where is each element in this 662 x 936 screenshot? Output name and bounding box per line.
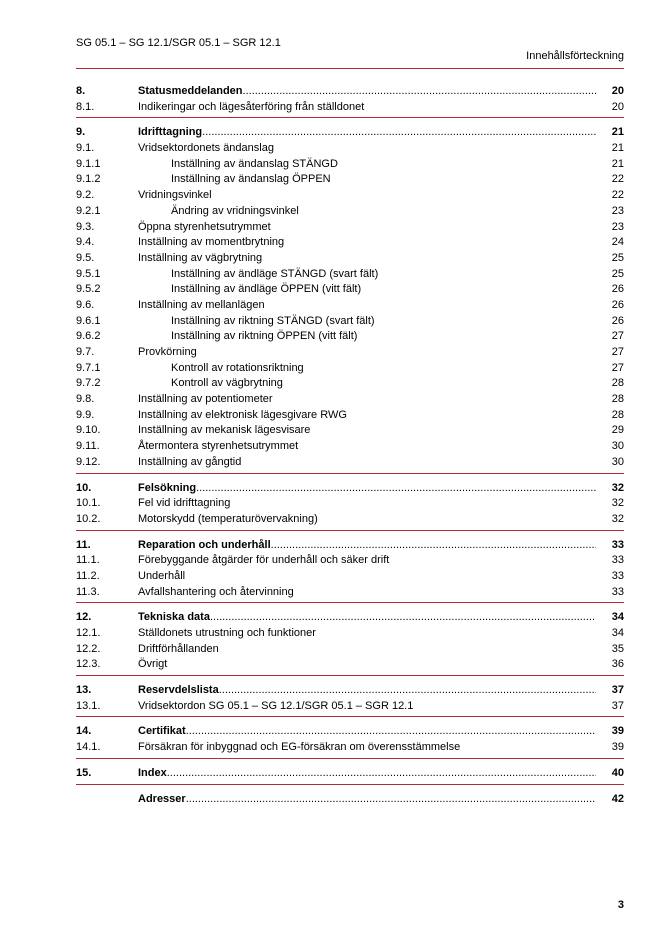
toc-entry-title-wrap [138, 512, 596, 528]
toc-entry[interactable] [76, 439, 624, 455]
toc-entry[interactable] [76, 423, 624, 439]
toc-entry-title-wrap [138, 455, 596, 471]
toc-entry-title: Idrifttagning [138, 126, 203, 139]
toc-entry-page: 33 [611, 554, 624, 567]
toc-entry-page: 28 [611, 408, 624, 421]
toc-entry-number: 9.2.1 [76, 204, 101, 217]
toc-entry-title-wrap [138, 298, 596, 314]
toc-entry-number: 9.9. [76, 408, 95, 421]
toc-chapter-entry[interactable] [76, 792, 624, 808]
document-header-title: SG 05.1 – SG 12.1/SGR 05.1 – SGR 12.1 [76, 37, 281, 49]
toc-entry-number: 9.6. [76, 298, 95, 311]
toc-entry-page: 20 [611, 100, 624, 113]
toc-entry-title: Driftförhållanden [138, 642, 219, 655]
toc-entry-title: Inställning av ändanslag STÄNGD [171, 157, 338, 170]
toc-chapter-entry[interactable] [76, 125, 624, 141]
toc-entry-title: Adresser [138, 792, 186, 805]
toc-entry-page: 25 [611, 251, 624, 264]
toc-entry[interactable] [76, 204, 624, 220]
toc-entry-page: 33 [611, 585, 624, 598]
toc-entry-title-wrap [138, 100, 596, 116]
toc-entry[interactable] [76, 740, 624, 756]
toc-entry-title-wrap [138, 699, 596, 715]
toc-dot-leader [219, 683, 596, 699]
toc-entry-page: 22 [611, 173, 624, 186]
toc-entry-number: 15. [76, 766, 92, 779]
toc-entry-page: 23 [611, 204, 624, 217]
toc-entry[interactable] [76, 235, 624, 251]
toc-entry-page: 32 [611, 512, 624, 525]
page-number: 3 [617, 899, 624, 911]
toc-entry-title-wrap [138, 408, 596, 424]
toc-entry-title: Inställning av riktning ÖPPEN (vitt fält) [171, 330, 358, 343]
toc-entry-page: 21 [611, 142, 624, 155]
toc-entry[interactable] [76, 188, 624, 204]
toc-entry-number: 8.1. [76, 100, 95, 113]
toc-entry-page: 27 [611, 346, 624, 358]
toc-entry-title-wrap [138, 496, 596, 512]
toc-entry-title: Öppna styrenhetsutrymmet [138, 220, 271, 233]
toc-entry[interactable] [76, 585, 624, 601]
toc-entry-title: Inställning av vägbrytning [138, 251, 263, 264]
toc-entry-number: 13.1. [76, 699, 101, 712]
toc-entry-page: 33 [611, 569, 624, 582]
toc-section [76, 481, 624, 531]
toc-dot-leader [210, 610, 596, 626]
toc-dot-leader [271, 538, 596, 554]
toc-entry-number: 9.10. [76, 424, 101, 437]
section-header-label: Innehållsförteckning [526, 50, 624, 62]
toc-entry-title-wrap [138, 553, 596, 569]
toc-entry-page: 27 [611, 361, 624, 374]
toc-entry-title: Certifikat [138, 725, 186, 738]
toc-entry-page: 42 [611, 792, 624, 805]
toc-entry-page: 26 [611, 298, 624, 311]
toc-dot-leader [202, 125, 596, 141]
toc-entry-number: 12.3. [76, 658, 101, 671]
toc-entry-title: Underhåll [138, 569, 186, 582]
toc-entry-title: Ändring av vridningsvinkel [171, 204, 299, 217]
toc-entry-number: 9.7.2 [76, 377, 101, 390]
toc-entry[interactable] [76, 642, 624, 658]
toc-entry-page: 40 [611, 766, 624, 779]
toc-entry-number: 14.1. [76, 741, 101, 754]
toc-entry-number: 11. [76, 538, 91, 551]
toc-dot-leader [186, 724, 596, 740]
toc-entry-title-wrap [138, 585, 596, 601]
toc-entry-title-wrap [138, 538, 596, 554]
toc-entry[interactable] [76, 512, 624, 528]
toc-entry-number: 9.12. [76, 455, 101, 468]
toc-entry-title-wrap [171, 282, 596, 298]
toc-section [76, 84, 624, 118]
toc-entry-number: 11.3. [76, 585, 100, 598]
toc-entry-number: 12.1. [76, 627, 101, 639]
toc-entry-title-wrap [138, 569, 596, 585]
toc-entry-title-wrap [171, 157, 596, 173]
toc-entry-number: 9.5.1 [76, 267, 101, 280]
toc-entry-number: 9.7. [76, 346, 95, 358]
toc-entry[interactable] [76, 392, 624, 408]
toc-entry-title: Inställning av ändanslag ÖPPEN [171, 173, 331, 186]
toc-entry[interactable] [76, 345, 624, 361]
toc-entry-title-wrap [138, 423, 596, 439]
toc-chapter-entry[interactable] [76, 724, 624, 740]
toc-entry-number: 9.1.1 [76, 157, 101, 170]
toc-entry-number: 9.11. [76, 440, 100, 453]
header-divider [76, 68, 624, 69]
toc-entry-title: Reparation och underhåll [138, 538, 271, 551]
toc-entry-page: 26 [611, 283, 624, 296]
toc-entry-page: 25 [611, 267, 624, 280]
toc-entry-title-wrap [138, 626, 596, 642]
toc-chapter-entry[interactable] [76, 683, 624, 699]
toc-chapter-entry[interactable] [76, 84, 624, 100]
toc-entry[interactable] [76, 657, 624, 673]
toc-entry-title-wrap [138, 251, 596, 267]
toc-entry[interactable] [76, 569, 624, 585]
toc-entry-page: 23 [611, 220, 624, 233]
toc-entry-title-wrap [138, 235, 596, 251]
toc-entry-number: 12. [76, 611, 92, 624]
toc-entry[interactable] [76, 496, 624, 512]
toc-entry-page: 21 [611, 157, 624, 170]
toc-chapter-entry[interactable] [76, 481, 624, 497]
toc-entry[interactable] [76, 100, 624, 116]
toc-entry-title: Reservdelslista [138, 684, 219, 697]
toc-entry-title: Ställdonets utrustning och funktioner [138, 627, 316, 639]
toc-entry[interactable] [76, 298, 624, 314]
toc-entry-title: Förebyggande åtgärder för underhåll och säker drift [138, 554, 390, 567]
toc-entry-page: 28 [611, 377, 624, 390]
toc-section [76, 610, 624, 676]
toc-entry-title-wrap [138, 481, 596, 497]
toc-entry-title: Index [138, 766, 167, 779]
toc-section [76, 125, 624, 473]
toc-entry-title-wrap [171, 172, 596, 188]
toc-entry-number: 9.8. [76, 393, 95, 406]
toc-entry[interactable] [76, 626, 624, 642]
toc-entry-title: Inställning av ändläge ÖPPEN (vitt fält) [171, 283, 362, 296]
toc-entry[interactable] [76, 314, 624, 330]
toc-entry-page: 21 [611, 126, 624, 139]
toc-entry-title: Felsökning [138, 481, 197, 494]
toc-entry-number: 10.2. [76, 512, 101, 525]
table-of-contents [76, 84, 624, 816]
toc-entry-title-wrap [171, 204, 596, 220]
toc-entry-page: 27 [611, 330, 624, 343]
toc-entry-title: Avfallshantering och återvinning [138, 585, 294, 598]
toc-chapter-entry[interactable] [76, 538, 624, 554]
toc-entry[interactable] [76, 329, 624, 345]
toc-entry-title: Försäkran för inbyggnad och EG-försäkran om överensstämmelse [138, 741, 461, 754]
toc-entry-title: Tekniska data [138, 611, 210, 624]
toc-entry-title-wrap [138, 220, 596, 236]
toc-entry-page: 32 [611, 481, 624, 494]
toc-entry-title: Vridningsvinkel [138, 189, 212, 202]
toc-entry-page: 30 [611, 455, 624, 468]
toc-entry-number: 14. [76, 725, 92, 738]
toc-entry-page: 39 [611, 725, 624, 738]
toc-entry-title-wrap [171, 361, 596, 377]
toc-entry-page: 26 [611, 314, 624, 327]
toc-entry-title: Återmontera styrenhetsutrymmet [138, 440, 299, 453]
toc-entry-title-wrap [138, 766, 596, 782]
toc-entry-title: Inställning av gångtid [138, 455, 242, 468]
toc-section [76, 724, 624, 758]
toc-dot-leader [167, 766, 596, 782]
toc-entry-page: 34 [611, 611, 624, 624]
toc-dot-leader [243, 84, 596, 100]
toc-entry-title-wrap [138, 188, 596, 204]
toc-entry-number: 9.6.1 [76, 314, 101, 327]
toc-chapter-entry[interactable] [76, 766, 624, 782]
toc-entry-title: Provkörning [138, 346, 197, 358]
toc-entry-title: Indikeringar och lägesåterföring från ställdonet [138, 100, 365, 113]
toc-entry-number: 11.2. [76, 569, 100, 582]
toc-entry-title: Kontroll av rotationsriktning [171, 361, 304, 374]
toc-entry-number: 10.1. [76, 497, 101, 510]
toc-entry-page: 29 [611, 424, 624, 437]
toc-entry-number: 13. [76, 684, 92, 697]
toc-entry-title: Övrigt [138, 658, 168, 671]
toc-entry-page: 34 [611, 627, 624, 639]
toc-entry-title-wrap [138, 345, 596, 361]
toc-entry-title-wrap [171, 376, 596, 392]
toc-entry-title-wrap [138, 642, 596, 658]
toc-entry-title: Vridsektordonets ändanslag [138, 142, 274, 155]
toc-entry-title-wrap [138, 610, 596, 626]
toc-entry-title-wrap [138, 740, 596, 756]
toc-entry-number: 9.2. [76, 189, 95, 202]
toc-dot-leader [186, 792, 596, 808]
toc-entry-page: 24 [611, 236, 624, 249]
toc-entry-title: Inställning av mekanisk lägesvisare [138, 424, 311, 437]
toc-entry[interactable] [76, 553, 624, 569]
toc-chapter-entry[interactable] [76, 610, 624, 626]
toc-entry-page: 20 [611, 85, 624, 97]
toc-entry-page: 35 [611, 642, 624, 655]
toc-entry[interactable] [76, 267, 624, 283]
toc-entry-title: Inställning av riktning STÄNGD (svart fält) [171, 314, 375, 327]
toc-entry-title: Inställning av ändläge STÄNGD (svart fält) [171, 267, 379, 280]
toc-entry-title-wrap [138, 392, 596, 408]
toc-entry-number: 9. [76, 126, 86, 139]
toc-entry[interactable] [76, 157, 624, 173]
toc-section [76, 792, 624, 810]
toc-entry-number: 9.1. [76, 142, 95, 155]
toc-entry-number: 9.1.2 [76, 173, 101, 186]
toc-entry[interactable] [76, 361, 624, 377]
toc-entry-page: 39 [611, 741, 624, 754]
toc-entry-title-wrap [138, 724, 596, 740]
toc-entry-title-wrap [171, 267, 596, 283]
toc-entry-title: Motorskydd (temperaturövervakning) [138, 512, 318, 525]
toc-entry-title-wrap [171, 314, 596, 330]
toc-entry-title: Inställning av momentbrytning [138, 236, 285, 249]
toc-entry-title-wrap [138, 439, 596, 455]
toc-entry[interactable] [76, 282, 624, 298]
toc-entry-title: Inställning av elektronisk lägesgivare RWG [138, 408, 347, 421]
toc-dot-leader [196, 481, 596, 497]
toc-entry-number: 12.2. [76, 642, 101, 655]
toc-entry-number: 9.5.2 [76, 283, 101, 296]
toc-entry[interactable] [76, 172, 624, 188]
toc-entry-title: Kontroll av vägbrytning [171, 377, 283, 390]
toc-entry-page: 33 [611, 538, 624, 551]
toc-section [76, 766, 624, 785]
toc-entry[interactable] [76, 699, 624, 715]
toc-entry-title-wrap [138, 84, 596, 100]
toc-entry-title-wrap [138, 141, 596, 157]
toc-entry-title: Fel vid idrifttagning [138, 497, 231, 510]
toc-entry-number: 9.3. [76, 220, 95, 233]
toc-entry-title-wrap [171, 329, 596, 345]
toc-entry-number: 9.4. [76, 236, 95, 249]
toc-entry[interactable] [76, 408, 624, 424]
toc-entry-title-wrap [138, 125, 596, 141]
toc-entry-page: 32 [611, 497, 624, 510]
toc-entry-number: 9.5. [76, 251, 95, 264]
toc-entry[interactable] [76, 455, 624, 471]
toc-entry[interactable] [76, 220, 624, 236]
toc-entry[interactable] [76, 376, 624, 392]
toc-entry-number: 11.1. [76, 554, 100, 567]
toc-entry[interactable] [76, 141, 624, 157]
toc-entry[interactable] [76, 251, 624, 267]
toc-entry-title: Inställning av potentiometer [138, 393, 273, 406]
toc-entry-number: 9.6.2 [76, 330, 101, 343]
toc-entry-page: 28 [611, 393, 624, 406]
toc-entry-title-wrap [138, 657, 596, 673]
toc-entry-page: 30 [611, 440, 624, 453]
toc-entry-title-wrap [138, 792, 596, 808]
toc-entry-page: 22 [611, 189, 624, 202]
toc-entry-number: 10. [76, 481, 92, 494]
toc-entry-title: Statusmeddelanden [138, 85, 243, 97]
toc-section [76, 538, 624, 604]
toc-entry-number: 8. [76, 85, 86, 97]
toc-entry-page: 37 [611, 699, 624, 712]
toc-entry-title: Vridsektordon SG 05.1 – SG 12.1/SGR 05.1 – SGR 12.1 [138, 699, 414, 712]
toc-section [76, 683, 624, 717]
toc-entry-number: 9.7.1 [76, 361, 101, 374]
toc-entry-page: 37 [611, 684, 624, 697]
toc-entry-title-wrap [138, 683, 596, 699]
toc-entry-page: 36 [611, 658, 624, 671]
toc-entry-title: Inställning av mellanlägen [138, 298, 265, 311]
